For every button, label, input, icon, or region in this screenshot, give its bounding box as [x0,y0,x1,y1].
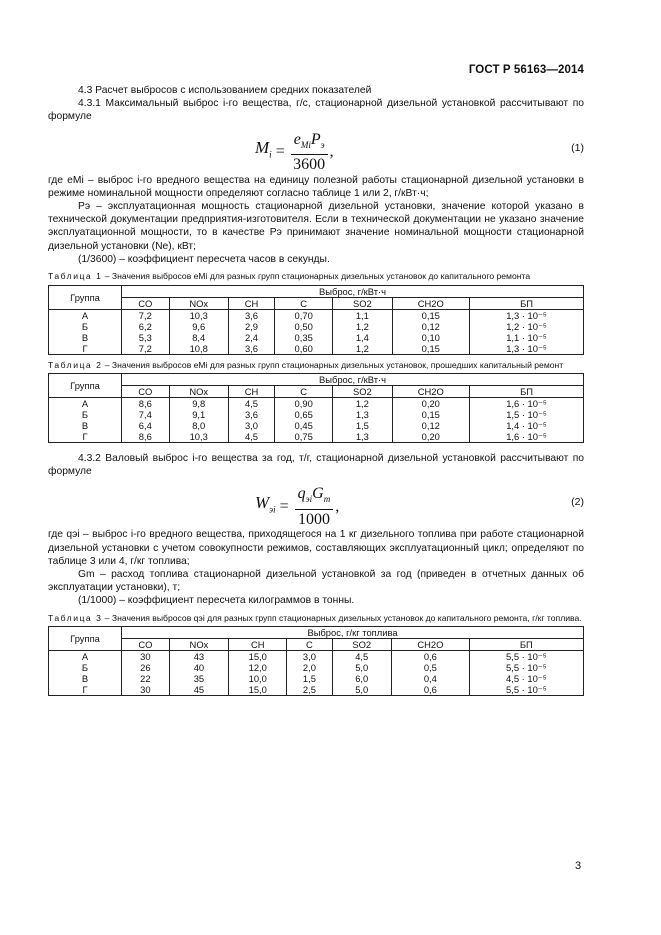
table-cell: 1,3 · 10⁻⁵ [470,343,584,355]
table-cell: 1,2 · 10⁻⁵ [470,321,584,332]
standard-code: ГОСТ Р 56163—2014 [468,64,584,76]
table-cell: 0,20 [392,431,470,443]
column-header: CO [122,386,170,398]
table-cell: 15,0 [229,684,287,696]
table-cell: 8,6 [122,431,170,443]
column-header: CH2O [392,297,470,309]
table-cell: 7,2 [122,309,170,321]
table-cell: 0,35 [275,332,333,343]
table-row [49,398,584,410]
table-row [49,409,584,420]
f2-equals: = [279,497,289,515]
f1-equals: = [275,143,285,161]
table-cell: 0,5 [391,662,469,673]
table-cell: Б [49,409,122,420]
table-cell: 45 [169,684,228,696]
group-header: Группа [49,627,122,651]
column-header: CO [122,639,170,651]
table-cell: 22 [122,673,170,684]
table-cell: 5,5 · 10⁻⁵ [469,662,583,673]
table-cell: Б [49,321,122,332]
f2-den: 1000 [297,510,330,528]
f2-num-second: G [312,485,324,503]
table-cell: 0,6 [391,684,469,696]
table-cell: 2,0 [287,662,332,673]
table-1-label: Таблица 1 [48,271,103,282]
group-header: Группа [49,374,122,398]
table-cell: 30 [122,651,170,663]
f1-num-second-sub: э [320,139,325,150]
table-cell: 7,4 [122,409,170,420]
table-cell: 15,0 [229,651,287,663]
table-cell: А [49,309,122,321]
column-header: БП [469,639,583,651]
table-cell: 12,0 [229,662,287,673]
table-row [49,343,584,355]
table-cell: Г [49,431,122,443]
table-row [49,321,584,332]
formula-1 [48,128,584,173]
f1-fraction [291,131,328,173]
table-cell: В [49,673,122,684]
f1-num-second: P [310,130,321,148]
table-cell: 3,0 [287,651,332,663]
table-1-caption-text: – Значения выбросов eMi для разных групп стационарных дизельных установок до капитального ремонта [102,271,531,282]
table-cell: 0,90 [275,398,333,410]
table-cell: 5,0 [332,684,391,696]
table-cell: 7,2 [122,343,170,355]
table-cell: 9,8 [169,398,228,410]
table-cell: 0,4 [391,673,469,684]
table-cell: 8,4 [169,332,228,343]
table-cell: 8,6 [122,398,170,410]
definition-coef-2: (1/1000) – коэффициент пересчета килограммов в тонны. [78,595,355,607]
table-cell: 1,2 [333,321,392,332]
table-cell: 40 [169,662,228,673]
table-cell: 2,4 [228,332,274,343]
table-cell: 1,5 [333,420,392,431]
table-cell: 0,50 [275,321,333,332]
table-cell: 0,75 [275,431,333,443]
table-cell: 8,0 [169,420,228,431]
table-3-caption-text: – Значения выбросов qэi для разных групп стационарных дизельных установок до капитального ремонта, г/кг топлива. [102,612,582,623]
table-cell: 4,5 [228,398,274,410]
table-cell: 0,12 [392,321,470,332]
table-cell: 0,15 [392,343,470,355]
table-row [49,420,584,431]
column-header: CH [228,297,274,309]
table-row [49,309,584,321]
f2-lhs: W [255,493,270,513]
table-cell: 0,10 [392,332,470,343]
f1-den: 3600 [293,155,326,173]
table-2-label: Таблица 2 [48,359,103,370]
paragraph-4-3-1: 4.3.1 Максимальный выброс i-го вещества, г/с, стационарной дизельной установкой рассчитывают по формуле [48,98,584,123]
column-header: CH [229,639,287,651]
f2-tail: , [335,497,340,515]
table-cell: Г [49,343,122,355]
table-cell: 0,20 [392,398,470,410]
column-header: C [275,297,333,309]
f2-fraction [295,485,334,527]
unit-header: Выброс, г/кВт·ч [122,374,584,386]
table-cell: 5,5 · 10⁻⁵ [469,651,583,663]
definition-coef-1: (1/3600) – коэффициент пересчета часов в секунды. [78,253,330,265]
column-header: C [275,386,333,398]
table-cell: 30 [122,684,170,696]
table-1 [48,285,584,355]
table-cell: 10,8 [169,343,228,355]
table-cell: 10,3 [169,309,228,321]
table-cell: 1,3 · 10⁻⁵ [470,309,584,321]
table-cell: 1,5 [287,673,332,684]
table-cell: 1,4 · 10⁻⁵ [470,420,584,431]
formula-1-number: (1) [571,141,584,154]
table-cell: 9,1 [169,409,228,420]
f1-lhs: M [255,138,270,158]
table-row [49,662,584,673]
table-cell: 10,3 [169,431,228,443]
f1-tail: , [329,143,334,161]
column-header: БП [470,297,584,309]
table-row [49,651,584,663]
table-row [49,332,584,343]
table-cell: 1,1 · 10⁻⁵ [470,332,584,343]
table-cell: 1,2 [333,343,392,355]
table-cell: 5,5 · 10⁻⁵ [469,684,583,696]
table-cell: 1,2 [333,398,392,410]
table-3-caption [48,613,584,624]
column-header: CH2O [391,639,469,651]
f1-num-sub: Mi [300,139,311,150]
unit-header: Выброс, г/кг топлива [122,627,584,639]
table-cell: 0,70 [275,309,333,321]
definition-p: Pэ – эксплуатационная мощность стационарной дизельной установки, значение которой указано в технической документации предприятия-изготовителя. Если в технической документации не указано значение эксплуатационной мощности, то в качестве Pэ принимают значение номинальной мощности стационарной дизельной установки (Nе), кВт; [48,201,584,252]
table-cell: 1,3 [333,409,392,420]
table-cell: В [49,332,122,343]
table-row [49,431,584,443]
column-header: NOx [169,639,228,651]
formula-2-expression [255,485,339,527]
column-header: CH [228,386,274,398]
table-2-caption-text: – Значения выбросов eMi для разных групп стационарных дизельных установок, прошедших капитальный ремонт [102,359,564,370]
table-cell: 3,6 [228,343,274,355]
table-row [49,673,584,684]
column-header: C [287,639,332,651]
table-cell: 3,0 [228,420,274,431]
table-row [49,684,584,696]
table-cell: 0,65 [275,409,333,420]
unit-header: Выброс, г/кВт·ч [122,285,584,297]
table-cell: 3,6 [228,309,274,321]
column-header: CO [122,297,170,309]
table-cell: А [49,398,122,410]
f2-num-main: q [297,485,306,503]
table-cell: 1,4 [333,332,392,343]
table-cell: 0,15 [392,409,470,420]
table-1-caption [48,271,584,282]
f1-lhs-sub: i [269,149,272,160]
column-header: SO2 [332,639,391,651]
table-cell: 2,5 [287,684,332,696]
table-cell: 10,0 [229,673,287,684]
table-cell: 1,1 [333,309,392,321]
table-cell: 3,6 [228,409,274,420]
f2-num-second-sub: m [323,494,331,505]
formula-1-expression [255,131,334,173]
f2-lhs-sub: эi [269,504,276,515]
table-cell: 5,0 [332,662,391,673]
table-cell: 0,45 [275,420,333,431]
table-cell: 1,3 [333,431,392,443]
column-header: SO2 [333,386,392,398]
formula-2-number: (2) [571,496,584,509]
table-cell: 4,5 [332,651,391,663]
table-cell: 0,15 [392,309,470,321]
table-cell: 6,4 [122,420,170,431]
section-title: 4.3 Расчет выбросов с использованием средних показателей [78,85,372,96]
f1-num-main: e [293,130,301,148]
table-cell: 4,5 [228,431,274,443]
table-cell: 2,9 [228,321,274,332]
table-cell: 1,6 · 10⁻⁵ [470,398,584,410]
f2-num-sub: эi [305,494,313,505]
paragraph-4-3-2: 4.3.2 Валовый выброс i-го вещества за год, т/г, стационарной дизельной установкой рассчитывают по формуле [48,453,584,478]
definition-q: где qэi – выброс i-го вредного вещества, приходящегося на 1 кг дизельного топлива при работе стационарной дизельной установки с учетом совокупности режимов, составляющих эксплуатационный цикл; определяют по таблице 3 или 4, г/кг топлива; [48,529,584,567]
table-2 [48,373,584,443]
table-cell: 1,6 · 10⁻⁵ [470,431,584,443]
table-cell: 0,6 [391,651,469,663]
table-cell: Г [49,684,122,696]
table-cell: В [49,420,122,431]
definition-g: Gm – расход топлива стационарной дизельной установкой за год (приведен в отчетных данных об эксплуатации установки), т; [48,569,584,594]
table-3-label: Таблица 3 [48,612,103,623]
column-header: NOx [169,386,228,398]
table-cell: 5,3 [122,332,170,343]
table-cell: 9,6 [169,321,228,332]
column-header: CH2O [392,386,470,398]
table-3 [48,626,584,696]
table-cell: 26 [122,662,170,673]
definition-e: где eMi – выброс i-го вредного вещества на единицу полезной работы стационарной дизельной установки в режиме номинальной мощности определяют согласно таблице 1 или 2, г/кВт·ч; [48,174,584,199]
content [48,84,584,696]
page-number: 3 [575,860,582,872]
table-cell: А [49,651,122,663]
table-cell: 6,2 [122,321,170,332]
table-cell: Б [49,662,122,673]
group-header: Группа [49,285,122,309]
table-cell: 6,0 [332,673,391,684]
table-cell: 0,12 [392,420,470,431]
table-cell: 4,5 · 10⁻⁵ [469,673,583,684]
formula-2 [48,482,584,528]
column-header: SO2 [333,297,392,309]
column-header: БП [470,386,584,398]
table-cell: 1,5 · 10⁻⁵ [470,409,584,420]
column-header: NOx [169,297,228,309]
table-cell: 35 [169,673,228,684]
table-2-caption [48,360,584,371]
table-cell: 0,60 [275,343,333,355]
table-cell: 43 [169,651,228,663]
